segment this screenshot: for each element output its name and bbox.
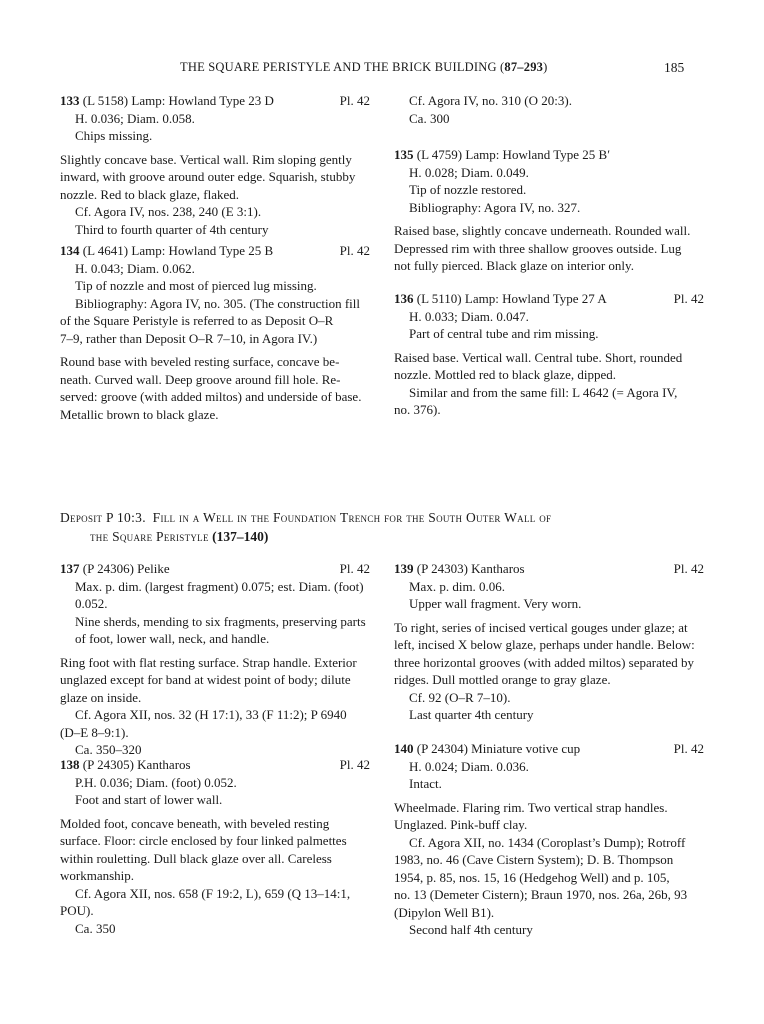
catalog-entry-133 bbox=[60, 92, 370, 238]
description-line: surface. Floor: circle enclosed by four linked palmettes bbox=[60, 833, 347, 848]
entry-title: Kantharos bbox=[137, 757, 191, 772]
condition: Intact. bbox=[409, 776, 442, 791]
inventory-number: (P 24305) bbox=[82, 757, 134, 772]
description-line: Raised base. Vertical wall. Central tube. Short, rounded bbox=[394, 349, 683, 365]
bibliography: of the Square Peristyle is referred to as Deposit O–R bbox=[60, 313, 334, 328]
plate-reference: Pl. 42 bbox=[339, 757, 370, 772]
plate-reference: Pl. 42 bbox=[673, 741, 704, 756]
dimensions: Max. p. dim. 0.06. bbox=[409, 578, 506, 594]
continued-entry bbox=[394, 92, 704, 127]
description-line: To right, series of incised vertical gouges under glaze; at bbox=[394, 619, 688, 635]
description-line: Raised base, slightly concave underneath. Rounded wall. bbox=[394, 223, 691, 238]
entry-title: Lamp: Howland Type 25 B′ bbox=[465, 147, 611, 162]
description-line: workmanship. bbox=[60, 868, 135, 883]
section-range: (137–140) bbox=[212, 529, 269, 544]
condition: Chips missing. bbox=[75, 128, 153, 143]
dimensions: H. 0.033; Diam. 0.047. bbox=[409, 308, 529, 324]
entry-heading bbox=[394, 146, 704, 164]
entry-heading bbox=[60, 756, 370, 774]
description-line: unglazed except for band at widest point of body; dilute bbox=[60, 672, 351, 687]
entry-heading bbox=[394, 290, 704, 308]
description-line: Unglazed. Pink-buff clay. bbox=[394, 817, 528, 832]
condition: Nine sherds, mending to six fragments, preserving parts bbox=[75, 613, 366, 629]
plate-reference: Pl. 42 bbox=[339, 243, 370, 258]
description-line: inward, with groove around outer edge. Squarish, stubby bbox=[60, 169, 356, 184]
catalog-number: 137 bbox=[60, 561, 80, 576]
description-line: Round base with beveled resting surface, concave be- bbox=[60, 354, 340, 369]
section-title: Fill in a Well in the Foundation Trench for the South Outer Wall of bbox=[152, 510, 552, 525]
similar-reference: Similar and from the same fill: L 4642 (= Agora IV, bbox=[409, 384, 678, 400]
comparanda: no. 13 (Demeter Cistern); Braun 1970, nos. 26a, 26b, 93 bbox=[394, 887, 688, 902]
bibliography: Bibliography: Agora IV, no. 327. bbox=[409, 199, 581, 215]
catalog-entry-139 bbox=[394, 560, 704, 724]
date: Ca. 350 bbox=[75, 920, 116, 936]
inventory-number: (P 24304) bbox=[416, 741, 468, 756]
catalog-entry-136 bbox=[394, 290, 704, 419]
section-heading-line-1 bbox=[60, 508, 710, 527]
catalog-number: 139 bbox=[394, 561, 414, 576]
plate-reference: Pl. 42 bbox=[339, 561, 370, 576]
catalog-number: 134 bbox=[60, 243, 80, 258]
entry-heading bbox=[60, 242, 370, 260]
date: Ca. 300 bbox=[409, 110, 450, 126]
description-line: left, incised X below glaze, perhaps under handle. Below: bbox=[394, 637, 695, 652]
catalog-entry-135 bbox=[394, 146, 704, 275]
inventory-number: (L 4641) bbox=[82, 243, 129, 258]
comparanda: Cf. Agora IV, nos. 238, 240 (E 3:1). bbox=[75, 204, 262, 219]
description-line: Molded foot, concave beneath, with beveled resting bbox=[60, 815, 330, 831]
running-head-text: THE SQUARE PERISTYLE AND THE BRICK BUILDING ( bbox=[180, 60, 505, 74]
entry-heading bbox=[394, 560, 704, 578]
running-head bbox=[180, 60, 547, 75]
running-head-range: 87–293 bbox=[504, 60, 544, 74]
comparanda: Cf. Agora XII, no. 1434 (Coroplast’s Dump); Rotroff bbox=[409, 834, 686, 850]
entry-title: Lamp: Howland Type 27 A bbox=[464, 291, 607, 306]
comparanda: Cf. Agora XII, nos. 658 (F 19:2, L), 659 (Q 13–14:1, bbox=[75, 885, 351, 901]
entry-title: Lamp: Howland Type 23 D bbox=[131, 93, 274, 108]
condition: Part of central tube and rim missing. bbox=[409, 326, 599, 341]
condition: Tip of nozzle and most of pierced lug missing. bbox=[75, 278, 317, 293]
plate-reference: Pl. 42 bbox=[673, 561, 704, 576]
comparanda: 1954, p. 85, nos. 15, 16 (Hedgehog Well) and p. 105, bbox=[394, 869, 670, 885]
description-line: three horizontal grooves (with added miltos) separated by bbox=[394, 654, 694, 670]
description-line: neath. Curved wall. Deep groove around fill hole. Re- bbox=[60, 371, 341, 387]
comparanda: (Dipylon Well B1). bbox=[394, 904, 495, 920]
description-line: Slightly concave base. Vertical wall. Rim sloping gently bbox=[60, 151, 352, 167]
entry-heading bbox=[60, 92, 370, 110]
inventory-number: (L 4759) bbox=[416, 147, 463, 162]
dimensions: H. 0.024; Diam. 0.036. bbox=[409, 758, 529, 774]
entry-heading bbox=[394, 740, 704, 758]
catalog-entry-137 bbox=[60, 560, 370, 759]
description-line: Depressed rim with three shallow grooves outside. Lug bbox=[394, 240, 682, 256]
entry-heading bbox=[60, 560, 370, 578]
catalog-number: 140 bbox=[394, 741, 414, 756]
bibliography: Bibliography: Agora IV, no. 305. (The construction fill bbox=[75, 295, 360, 311]
condition: Tip of nozzle restored. bbox=[409, 182, 527, 197]
dimensions: H. 0.043; Diam. 0.062. bbox=[75, 260, 195, 276]
section-title-cont: the Square Peristyle bbox=[90, 529, 209, 544]
dimensions: H. 0.028; Diam. 0.049. bbox=[409, 164, 529, 180]
date: Second half 4th century bbox=[409, 922, 533, 937]
section-heading bbox=[60, 508, 710, 546]
entry-title: Pelike bbox=[137, 561, 170, 576]
description-line: Ring foot with flat resting surface. Strap handle. Exterior bbox=[60, 654, 357, 670]
comparanda: (D–E 8–9:1). bbox=[60, 724, 129, 740]
catalog-number: 136 bbox=[394, 291, 414, 306]
description-line: glaze on inside. bbox=[60, 689, 142, 705]
dimensions: Max. p. dim. (largest fragment) 0.075; est. Diam. (foot) bbox=[75, 578, 364, 594]
entry-title: Kantharos bbox=[471, 561, 525, 576]
condition: Upper wall fragment. Very worn. bbox=[409, 596, 582, 611]
inventory-number: (P 24303) bbox=[416, 561, 468, 576]
plate-reference: Pl. 42 bbox=[339, 93, 370, 108]
comparanda: POU). bbox=[60, 903, 94, 918]
page-number: 185 bbox=[664, 60, 685, 75]
comparanda: Cf. 92 (O–R 7–10). bbox=[409, 689, 511, 705]
description-line: Metallic brown to black glaze. bbox=[60, 406, 219, 422]
catalog-number: 135 bbox=[394, 147, 414, 162]
inventory-number: (L 5158) bbox=[82, 93, 129, 108]
comparanda: 1983, no. 46 (Cave Cistern System); D. B. Thompson bbox=[394, 852, 674, 867]
running-head-close: ) bbox=[543, 60, 548, 74]
description-line: ridges. Dull mottled orange to gray glaze. bbox=[394, 672, 611, 687]
description-line: not fully pierced. Black glaze on interior only. bbox=[394, 258, 634, 273]
deposit-label: Deposit P 10:3. bbox=[60, 510, 146, 525]
entry-title: Miniature votive cup bbox=[471, 741, 581, 756]
catalog-entry-134 bbox=[60, 242, 370, 423]
page-header bbox=[0, 60, 764, 80]
dimensions: P.H. 0.036; Diam. (foot) 0.052. bbox=[75, 774, 237, 790]
plate-reference: Pl. 42 bbox=[673, 291, 704, 306]
date: Ca. 350–320 bbox=[75, 742, 142, 757]
catalog-entry-138 bbox=[60, 756, 370, 937]
similar-reference: no. 376). bbox=[394, 402, 441, 417]
dimensions: 0.052. bbox=[75, 596, 108, 611]
inventory-number: (P 24306) bbox=[82, 561, 134, 576]
dimensions: H. 0.036; Diam. 0.058. bbox=[75, 110, 195, 126]
inventory-number: (L 5110) bbox=[416, 291, 462, 306]
catalog-number: 133 bbox=[60, 93, 80, 108]
condition: of foot, lower wall, neck, and handle. bbox=[75, 631, 270, 646]
entry-title: Lamp: Howland Type 25 B bbox=[131, 243, 274, 258]
bibliography: 7–9, rather than Deposit O–R 7–10, in Agora IV.) bbox=[60, 330, 318, 346]
catalog-entry-140 bbox=[394, 740, 704, 939]
description-line: nozzle. Red to black glaze, flaked. bbox=[60, 186, 240, 202]
description-line: within rouletting. Dull black glaze over all. Careless bbox=[60, 850, 332, 866]
catalog-number: 138 bbox=[60, 757, 80, 772]
description-line: Wheelmade. Flaring rim. Two vertical strap handles. bbox=[394, 799, 668, 815]
comparanda: Cf. Agora XII, nos. 32 (H 17:1), 33 (F 11:2); P 6940 bbox=[75, 707, 347, 722]
description-line: served: groove (with added miltos) and underside of base. bbox=[60, 389, 362, 404]
description-line: nozzle. Mottled red to black glaze, dipped. bbox=[394, 367, 617, 382]
condition: Foot and start of lower wall. bbox=[75, 792, 223, 807]
date: Third to fourth quarter of 4th century bbox=[75, 221, 269, 237]
comparanda: Cf. Agora IV, no. 310 (O 20:3). bbox=[409, 93, 572, 108]
date: Last quarter 4th century bbox=[409, 707, 534, 722]
section-heading-line-2 bbox=[60, 527, 710, 546]
